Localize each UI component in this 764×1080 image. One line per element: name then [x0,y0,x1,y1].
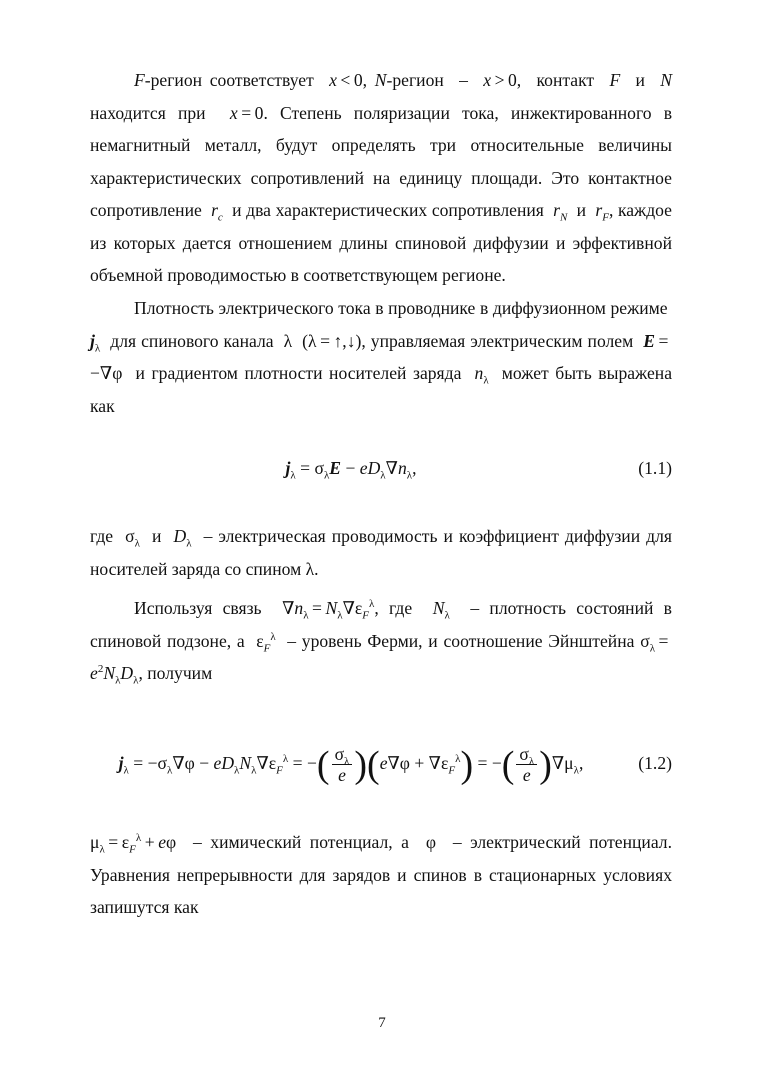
paragraph-2: Плотность электрического тока в проводнике в диффузионном режиме $j_\lambda$ для спинового канала λ (λ = ↑,↓), управляемая электрическим полем E = −∇φ и градиентом плотности носителей заряда $n_\lambda$ может быть выражена как [90,298,673,416]
equation-1-1-formula: $j_\lambda = \sigma_\lambda E - eD_\lambda\nabla n_\lambda$, [285,458,417,482]
equation-1-2-number: (1.2) [638,753,672,773]
paragraph-4: Используя связь $\nabla n_\lambda = N_\lambda\nabla\varepsilon_F^\lambda$, где $N_\lambda$ – плотность состояний в спиновой подзоне, а $\varepsilon_F^\lambda$ – уровень Ферми, и соотношение Эйнштейна $\sigma_\lambda = e^2N_\lambda D_\lambda$, получим [90,598,672,687]
paragraph-1: F-регион соответствует x < 0, N-регион – x > 0, контакт F и N находится при x = 0. Степень поляризации тока, инжектированного в немагнитный металл, будут определять три относительные величины характеристических сопротивлений на единицу площади. Это контактное сопротивление $r_c$ и два характеристических сопротивления $r_N$ и $r_F$, каждое из которых дается отношением длины спиновой диффузии и эффективной объемной проводимостью в соответствующем регионе. [90,70,672,285]
paragraph-3: где $\sigma_\lambda$ и $D_\lambda$ – электрическая проводимость и коэффициент диффузии для носителей заряда со спином λ. [90,526,672,579]
equation-1-2-formula: $j_\lambda = -\sigma_\lambda\nabla\varphi - eD_\lambda N_\lambda\nabla\varepsilon_F^\lambda$ = −( $\frac{\sigma_\lambda}{e}$ )$(e\nabla\varphi + \nabla\varepsilon_F^\lambda)$ = −( $\frac{\sigma_\lambda}{e}$ )$\nabla\mu_\lambda$, [118,743,584,786]
equation-1-1 [90,458,672,488]
equation-1-2 [90,738,672,788]
paragraph-5: $\mu_\lambda = \varepsilon_F^\lambda + e\varphi$ – химический потенциал, а φ – электрический потенциал. Уравнения непрерывности для зарядов и спинов в стационарных условиях запишутся как [90,832,672,917]
equation-1-1-number: (1.1) [638,458,672,478]
page-number: 7 [378,1015,386,1031]
